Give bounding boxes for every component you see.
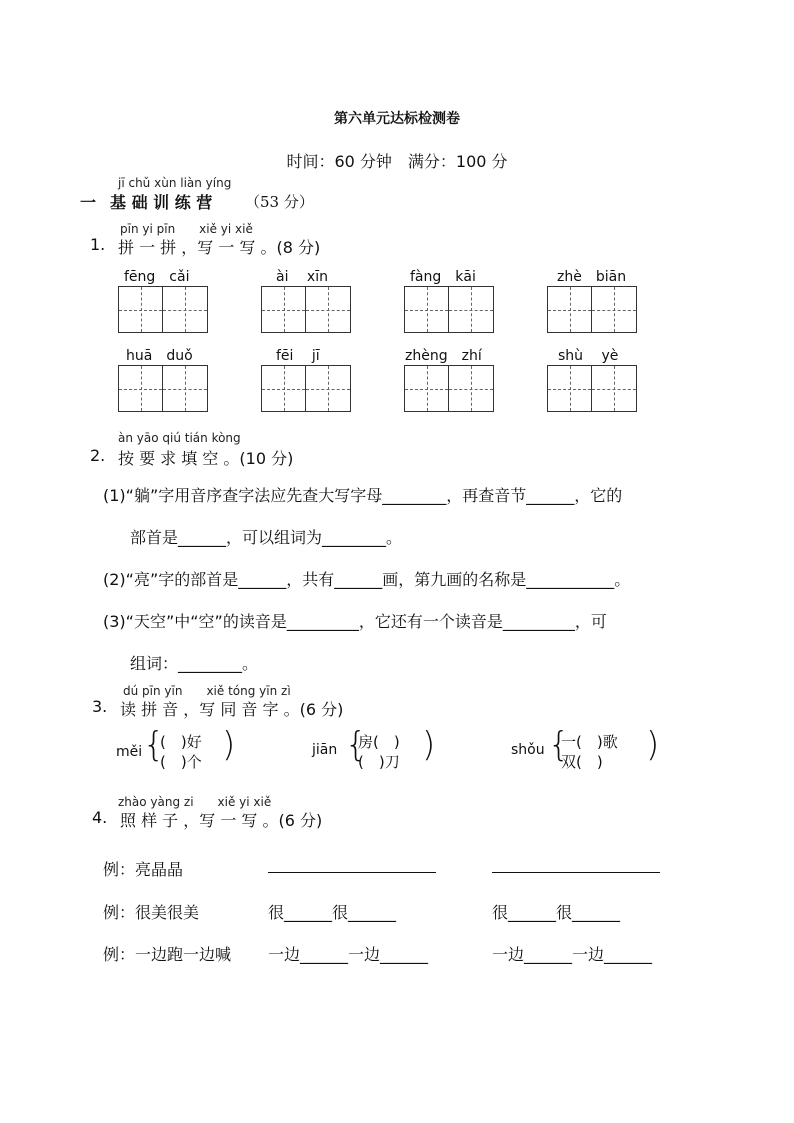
- q1-pinyin-2: ài xīn: [276, 269, 328, 285]
- section1-score: （53 分）: [245, 193, 314, 211]
- q4-example-3: 例：一边跑一边喊: [103, 945, 232, 964]
- answer-line[interactable]: [492, 872, 660, 873]
- q1-pinyin-1: fēng cǎi: [124, 269, 190, 285]
- q1-pinyin-5: huā duǒ: [126, 348, 193, 364]
- brace-icon: {: [143, 725, 165, 765]
- answer-line[interactable]: [268, 872, 436, 873]
- writing-grid-8[interactable]: [547, 365, 637, 412]
- q3-shou-b: 双( ): [561, 753, 603, 771]
- q2-line-2: 部首是______，可以组词为________。: [130, 528, 403, 547]
- q1-text: 拼 一 拼 ，写 一 写 。(8 分): [118, 238, 321, 257]
- q1-pinyin-4: zhè biān: [557, 269, 627, 285]
- section1-number: 一: [80, 193, 97, 212]
- brace-close-icon: ): [222, 725, 236, 765]
- q2-line-1: (1)“躺”字用音序查字法应先查大写字母________，再查音节______，它的: [103, 486, 623, 505]
- q3-mei-b: ( )个: [160, 753, 202, 771]
- brace-icon: {: [345, 725, 367, 765]
- page-title: 第六单元达标检测卷: [334, 111, 460, 127]
- writing-grid-5[interactable]: [118, 365, 208, 412]
- q2-line-4: (3)“天空”中“空”的读音是_________，它还有一个读音是_________，可: [103, 612, 607, 631]
- writing-grid-4[interactable]: [547, 286, 637, 333]
- q4-pinyin: zhào yàng zi xiě yi xiě: [118, 795, 272, 809]
- q4-example-2: 例：很美很美: [103, 903, 200, 922]
- q2-text: 按 要 求 填 空 。(10 分): [118, 449, 294, 468]
- q4-example-1: 例：亮晶晶: [103, 860, 184, 879]
- q3-number: 3.: [92, 697, 108, 716]
- brace-close-icon: ): [646, 725, 660, 765]
- q2-pinyin: àn yāo qiú tián kòng: [118, 431, 241, 445]
- writing-grid-6[interactable]: [261, 365, 351, 412]
- brace-close-icon: ): [422, 725, 436, 765]
- section1-title: 基 础 训 练 营: [110, 193, 213, 212]
- q1-number: 1.: [90, 235, 106, 254]
- q1-pinyin-3: fàng kāi: [410, 269, 476, 285]
- q4-number: 4.: [92, 808, 108, 827]
- q3-text: 读 拼 音 ，写 同 音 字 。(6 分): [120, 700, 344, 719]
- q2-line-5: 组词：________。: [130, 654, 259, 673]
- q3-shou-a: 一( )歌: [561, 733, 618, 751]
- q1-pinyin-6: fēi jī: [276, 348, 320, 364]
- q1-pinyin: pīn yi pīn xiě yi xiě: [120, 222, 253, 236]
- q1-pinyin-7: zhèng zhí: [405, 348, 482, 364]
- q3-jian-b: ( )刀: [358, 753, 400, 771]
- q3-pinyin: dú pīn yīn xiě tóng yīn zì: [123, 684, 291, 698]
- q4-fill-2a[interactable]: 很______很______: [268, 903, 397, 922]
- q2-line-3: (2)“亮”字的部首是______，共有______画，第九画的名称是___________。: [103, 570, 631, 589]
- writing-grid-3[interactable]: [404, 286, 494, 333]
- q4-fill-3a[interactable]: 一边______一边______: [268, 945, 429, 964]
- q4-fill-3b[interactable]: 一边______一边______: [492, 945, 653, 964]
- q3-pinyin-shou: shǒu: [511, 742, 545, 758]
- q4-fill-2b[interactable]: 很______很______: [492, 903, 621, 922]
- time-score-info: 时间：60 分钟 满分：100 分: [286, 152, 508, 171]
- q4-text: 照 样 子 ，写 一 写 。(6 分): [120, 811, 323, 830]
- q3-pinyin-mei: měi: [116, 744, 143, 760]
- section1-pinyin: jī chǔ xùn liàn yíng: [118, 176, 232, 190]
- writing-grid-2[interactable]: [261, 286, 351, 333]
- writing-grid-1[interactable]: [118, 286, 208, 333]
- writing-grid-7[interactable]: [404, 365, 494, 412]
- q3-pinyin-jian: jiān: [312, 742, 338, 758]
- q3-jian-a: 房( ): [358, 733, 400, 751]
- q3-mei-a: ( )好: [160, 733, 202, 751]
- q1-pinyin-8: shù yè: [558, 348, 619, 364]
- brace-icon: {: [548, 725, 570, 765]
- q2-number: 2.: [90, 446, 106, 465]
